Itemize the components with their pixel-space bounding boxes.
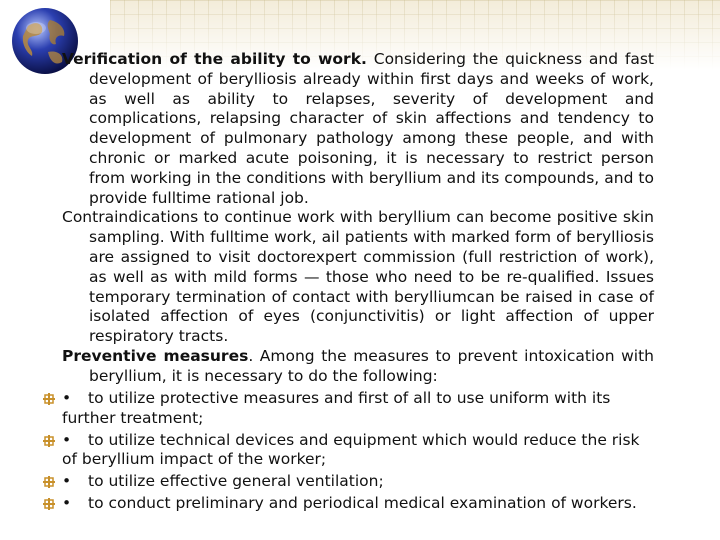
verification-heading: Verification of the ability to work. bbox=[62, 50, 367, 68]
bullet-marker-icon bbox=[43, 476, 55, 488]
preventive-paragraph bbox=[62, 347, 654, 387]
bullet-text: to utilize protective measures and first of all to use uniform with its further treatment; bbox=[62, 388, 611, 427]
bullet-dot: • bbox=[62, 430, 72, 449]
list-item bbox=[62, 389, 654, 429]
verification-text: Considering the quickness and fast development of berylliosis already within first days and weeks of work, as well as ability to relapses, severity of development and complications, relapsing character of skin affections and tendency to development of pulmonary pathology among these people, and with chronic or marked acute poisoning, it is necessary to restrict person from working in the conditions with beryllium and its compounds, and to provide fulltime rational job. bbox=[89, 50, 654, 207]
preventive-heading: Preventive measures bbox=[62, 346, 249, 365]
bullet-marker-icon bbox=[43, 435, 55, 447]
document-body bbox=[62, 50, 654, 514]
bullet-dot: • bbox=[62, 472, 72, 491]
bullet-text: to conduct preliminary and periodical medical examination of workers. bbox=[88, 494, 637, 513]
bullet-text: to utilize technical devices and equipment which would reduce the risk of beryllium impact of the worker; bbox=[62, 430, 640, 469]
contraindications-paragraph bbox=[62, 208, 654, 347]
bullet-dot: • bbox=[62, 494, 72, 513]
preventive-text: . Among the measures to prevent intoxication with beryllium, it is necessary to do the following: bbox=[89, 346, 654, 385]
list-item bbox=[62, 494, 654, 514]
bullet-dot: • bbox=[62, 388, 72, 407]
bullet-marker-icon bbox=[43, 393, 55, 405]
contraindications-text: Contraindications to continue work with beryllium can become positive skin sampling. With fulltime work, ail patients with marked form of berylliosis are assigned to visit doctorexpert commission (full restriction of work), as well as with mild forms — those who need to be re-qualified. Issues temporary termination of contact with berylliumcan be raised in case of isolated affection of eyes (conjunctivitis) or light affection of upper respiratory tracts. bbox=[62, 208, 654, 346]
bullet-marker-icon bbox=[43, 498, 55, 510]
bullet-text: to utilize effective general ventilation; bbox=[88, 472, 384, 491]
list-item bbox=[62, 431, 654, 471]
verification-paragraph bbox=[62, 50, 654, 208]
list-item bbox=[62, 472, 654, 492]
